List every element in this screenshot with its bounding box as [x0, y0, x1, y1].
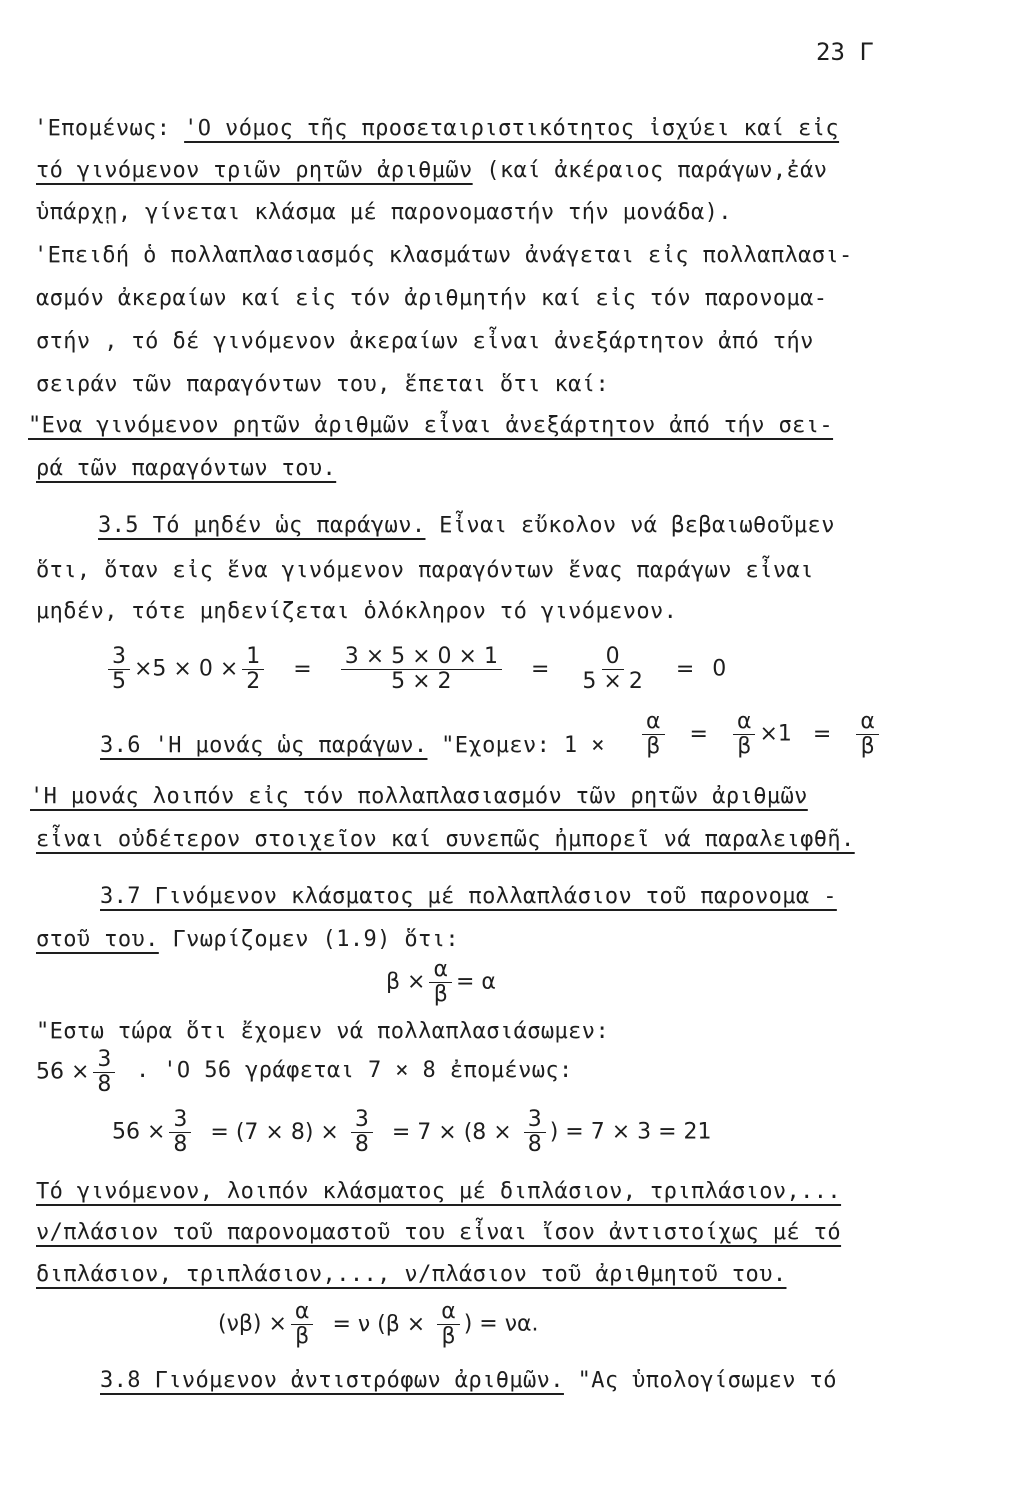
- fraction: $\frac{\alpha}{\beta}$: [856, 710, 879, 759]
- text-line: "Ενα γινόμενον ρητῶν ἀριθμῶν εἶναι ἀνεξάρτητον ἀπό τήν σει-: [28, 413, 834, 438]
- text-line: Τό γινόμενον, λοιπόν κλάσματος μέ διπλάσιον, τριπλάσιον,...: [36, 1179, 842, 1204]
- fraction: $\frac{\alpha}{\beta}$: [437, 1300, 460, 1349]
- fraction: $\frac{\alpha}{\beta}$: [291, 1300, 314, 1349]
- text-line: ν/πλάσιον τοῦ παρονομαστοῦ του εἶναι ἴσον ἀντιστοίχως μέ τό: [36, 1220, 842, 1245]
- text-line: ασμόν ἀκεραίων καί εἰς τόν ἀριθμητήν καί εἰς τόν παρονομα-: [36, 286, 828, 311]
- fraction: $\frac{\alpha}{\beta}$: [429, 958, 452, 1007]
- text-line: ὅτι, ὅταν εἰς ἕνα γινόμενον παραγόντων ἕνας παράγων εἶναι: [36, 558, 814, 583]
- text-line: εἶναι οὐδέτερον στοιχεῖον καί συνεπῶς ἠμπορεῖ νά παραλειφθῆ.: [36, 827, 855, 852]
- section-heading: 3.5 Τό μηδέν ὡς παράγων. Εἶναι εὔκολον νά βεβαιωθοῦμεν: [98, 513, 835, 538]
- text-line: σειράν τῶν παραγόντων του, ἕπεται ὅτι καί:: [36, 372, 610, 397]
- text-line: ρά τῶν παραγόντων του.: [36, 456, 337, 481]
- equation-1-9: β × $\frac{\alpha}{\beta}$ = α: [386, 957, 496, 1007]
- text-line: στήν , τό δέ γινόμενον ἀκεραίων εἶναι ἀνεξάρτητον ἀπό τήν: [36, 329, 814, 354]
- fraction: $\frac{3}{5}$: [108, 645, 130, 694]
- text-line: διπλάσιον, τριπλάσιον,..., ν/πλάσιον τοῦ ἀριθμητοῦ του.: [36, 1262, 787, 1287]
- page-number: 23 Γ: [816, 38, 874, 66]
- text-line: τό γινόμενον τριῶν ρητῶν ἀριθμῶν (καί ἀκέραιος παράγων,ἐάν: [36, 158, 828, 183]
- section-heading: 3.7 Γινόμενον κλάσματος μέ πολλαπλάσιον τοῦ παρονομα -: [100, 884, 837, 909]
- text-line: "Εστω τώρα ὅτι ἔχομεν νά πολλαπλασιάσωμεν:: [36, 1019, 610, 1044]
- fraction: $\frac{3 \times 5 \times 0 \times 1}{5 \times 2}$: [341, 645, 502, 694]
- text-line: . 'Ο 56 γράφεται 7 × 8 ἐπομένως:: [136, 1058, 573, 1083]
- fraction: $\frac{0}{5 \times 2}$: [582, 644, 643, 694]
- text-line: 'Επομένως: 'Ο νόμος τῆς προσεταιριστικότητος ἰσχύει καί εἰς: [34, 116, 840, 141]
- text-line: μηδέν, τότε μηδενίζεται ὁλόκληρον τό γινόμενον.: [36, 599, 678, 624]
- text-line: 'Επειδή ὁ πολλαπλασιασμός κλασμάτων ἀνάγεται εἰς πολλαπλασι-: [34, 243, 853, 268]
- section-heading: 3.6 'Η μονάς ὡς παράγων. "Εχομεν: 1 ×: [100, 733, 605, 758]
- fraction: $\frac{3}{8}$: [351, 1108, 373, 1157]
- text-line: στοῦ του. Γνωρίζομεν (1.9) ὅτι:: [36, 927, 460, 952]
- fraction: $\frac{\alpha}{\beta}$: [733, 710, 756, 759]
- section-heading: 3.8 Γινόμενον ἀντιστρόφων ἀριθμῶν. "Ας ὑπολογίσωμεν τό: [100, 1368, 837, 1393]
- equation-56-expanded: 56 × $\frac{3}{8}$ = (7 × 8) × $\frac{3}{8}$ = 7 × (8 × $\frac{3}{8}$ ) = 7 × 3 = 21: [112, 1107, 712, 1157]
- equation-unit: $\frac{\alpha}{\beta}$ = $\frac{\alpha}{\beta}$ ×1 = $\frac{\alpha}{\beta}$: [638, 710, 883, 759]
- fraction: $\frac{3}{8}$: [169, 1108, 191, 1157]
- fraction: $\frac{\alpha}{\beta}$: [642, 710, 665, 759]
- equation-zero: $\frac{3}{5}$ ×5 × 0 × $\frac{1}{2}$ = $\frac{3 \times 5 \times 0 \times 1}{5 \times 2}$ = $\frac{0}{5 \times 2}$ = 0: [104, 645, 726, 694]
- fraction: $\frac{3}{8}$: [524, 1108, 546, 1157]
- equation-nb: (νβ) × $\frac{\alpha}{\beta}$ = ν (β × $\frac{\alpha}{\beta}$ ) = να.: [218, 1299, 539, 1349]
- equation-56: 56 × $\frac{3}{8}$: [36, 1048, 119, 1097]
- text-line: ὑπάρχῃ, γίνεται κλάσμα μέ παρονομαστήν τήν μονάδα).: [36, 200, 732, 225]
- fraction: $\frac{3}{8}$: [93, 1048, 115, 1097]
- fraction: $\frac{1}{2}$: [242, 645, 264, 694]
- text-line: 'Η μονάς λοιπόν εἰς τόν πολλαπλασιασμόν τῶν ρητῶν ἀριθμῶν: [30, 784, 808, 809]
